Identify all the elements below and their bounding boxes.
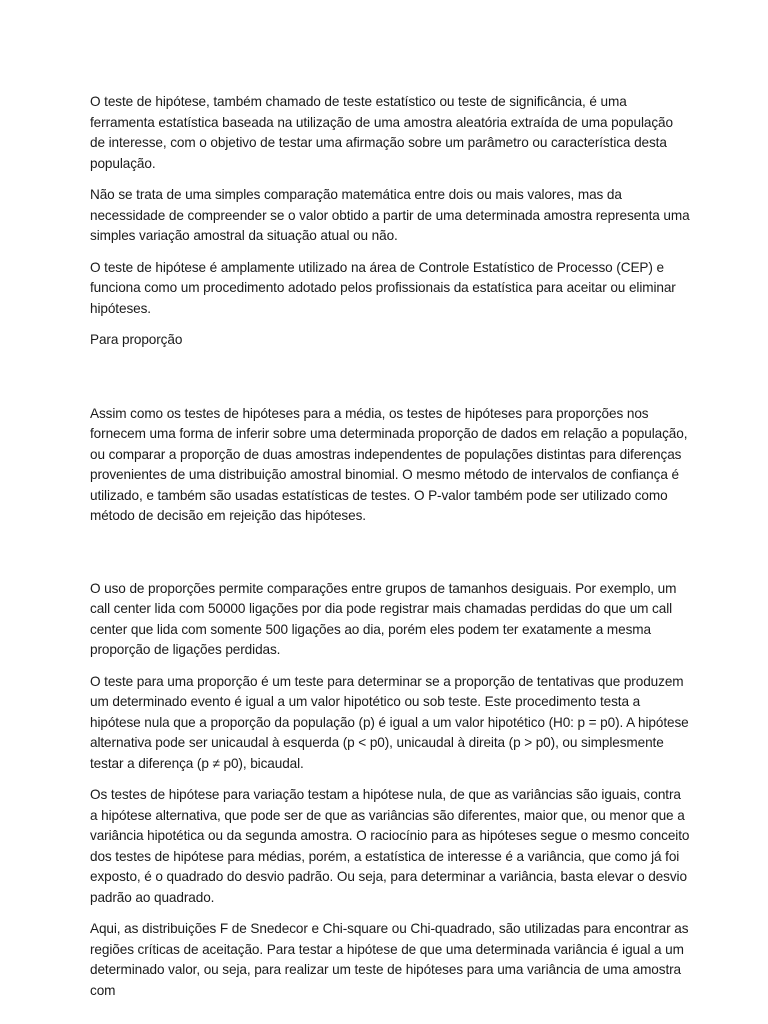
paragraph-cep: O teste de hipótese é amplamente utilizado na área de Controle Estatístico de Processo (CEP) e funciona como um procedimento adotado pelos profissionais da estatística para aceitar ou eliminar hipóteses. (90, 259, 676, 316)
document-body (90, 92, 690, 1012)
section-heading-proportion: Para proporção (90, 332, 183, 347)
paragraph-variance-tests: Os testes de hipótese para variação testam a hipótese nula, de que as variâncias são iguais, contra a hipótese alternativa, que pode ser de que as variâncias são diferentes, maior que, ou menor que a variância hipotética ou da segunda amostra. O raciocínio para as hipóteses segue o mesmo conceito dos testes de hipótese para médias, porém, a estatística de interesse é a variância, que como já foi exposto, é o quadrado do desvio padrão. Ou seja, para determinar a variância, basta elevar o desvio padrão ao quadrado. (90, 787, 690, 905)
paragraph-distributions: Aqui, as distribuições F de Snedecor e Chi-square ou Chi-quadrado, são utilizadas para encontrar as regiões críticas de aceitação. Para testar a hipótese de que uma determinada variância é igual a um determinado valor, ou seja, para realizar um teste de hipóteses para uma variância de uma amostra com (90, 921, 689, 998)
paragraph-comparison: Não se trata de uma simples comparação matemática entre dois ou mais valores, mas da necessidade de compreender se o valor obtido a partir de uma determinada amostra representa uma simples variação amostral da situação atual ou não. (90, 187, 690, 243)
blank-space (90, 538, 690, 579)
paragraph-proportion-tests: Assim como os testes de hipóteses para a média, os testes de hipóteses para proporções nos fornecem uma forma de inferir sobre uma determinada proporção de dados em relação a população, ou comparar a proporção de duas amostras independentes de populações distintas para diferenças provenientes de uma distribuição amostral binomial. O mesmo método de intervalos de confiança é utilizado, e também são usadas estatísticas de testes. O P-valor também pode ser utilizado como método de decisão em rejeição das hipóteses. (90, 405, 688, 523)
paragraph-definition: O teste de hipótese, também chamado de teste estatístico ou teste de significância, é uma ferramenta estatística baseada na utilização de uma amostra aleatória extraída de uma população de interesse, com o objetivo de testar uma afirmação sobre um parâmetro ou característica desta população. (90, 94, 673, 171)
blank-space (90, 362, 690, 404)
paragraph-one-proportion-test: O teste para uma proporção é um teste para determinar se a proporção de tentativas que produzem um determinado evento é igual a um valor hipotético ou sob teste. Este procedimento testa a hipótese nula que a proporção da população (p) é igual a um valor hipotético (H0: p = p0). A hipótese alternativa pode ser unicaudal à esquerda (p < p0), unicaudal à direita (p > p0), ou simplesmente testar a diferença (p ≠ p0), bicaudal. (90, 673, 689, 771)
paragraph-call-center-example: O uso de proporções permite comparações entre grupos de tamanhos desiguais. Por exemplo, um call center lida com 50000 ligações por dia pode registrar mais chamadas perdidas do que um call center que lida com somente 500 ligações ao dia, porém eles podem ter exatamente a mesma proporção de ligações perdidas. (90, 580, 677, 657)
